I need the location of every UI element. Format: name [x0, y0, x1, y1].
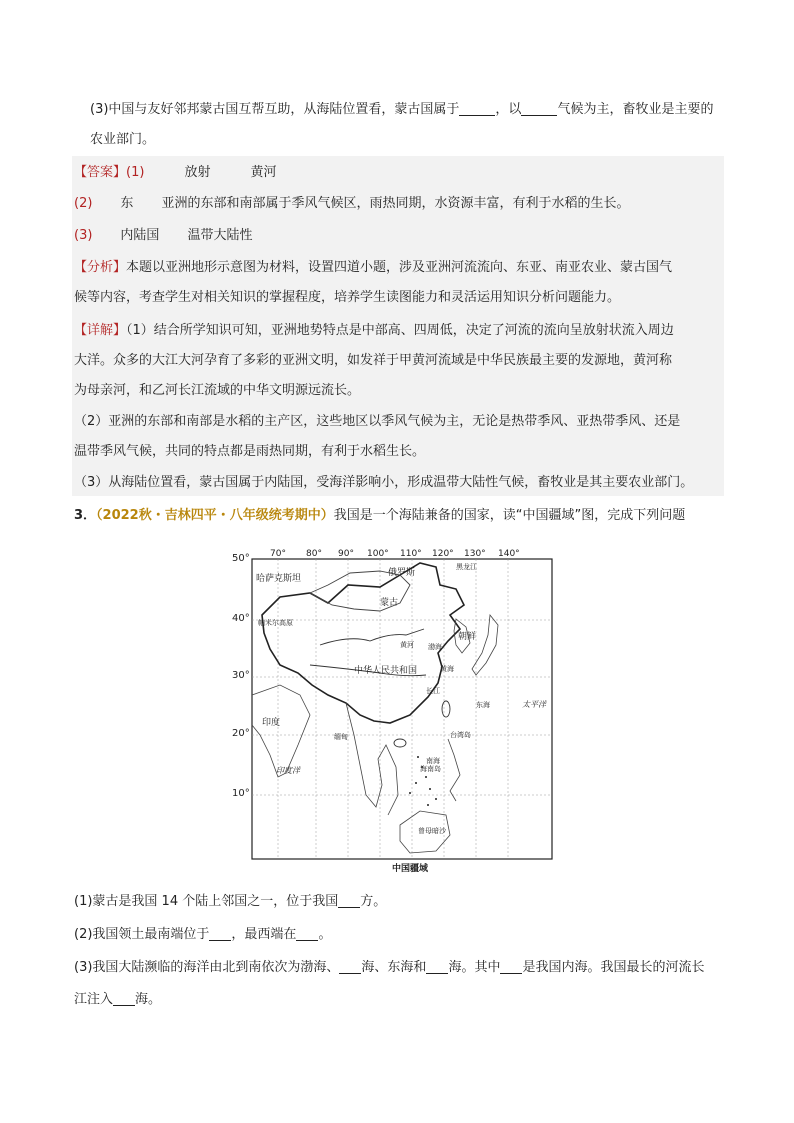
answer-value: 亚洲的东部和南部属于季风气候区，雨热同期，水资源丰富，有利于水稻的生长。	[161, 196, 630, 211]
map-label-yellow-sea: 黄海	[440, 665, 454, 673]
answer-blank	[209, 926, 231, 941]
map-label-zengmu: 曾母暗沙	[418, 827, 446, 835]
map-label-bohai: 渤海	[428, 643, 442, 651]
lon-tick: 110°	[400, 549, 422, 559]
answer-blank	[296, 926, 318, 941]
answer-blank	[338, 893, 360, 908]
answer-blank	[339, 959, 361, 974]
detail-line6: （3）从海陆位置看，蒙古国属于内陆国，受海洋影响小，形成温带大陆性气候，畜牧业是其主要农业部门。	[74, 475, 694, 490]
map-label-taiwan: 台湾岛	[450, 731, 471, 739]
map-label-heilongjiang: 黑龙江	[456, 563, 477, 571]
sub-question-text: (1)蒙古是我国 14 个陆上邻国之一，位于我国	[74, 894, 339, 909]
sub-question-text: 方。	[360, 894, 387, 909]
answer-blank	[113, 991, 135, 1006]
map-label-china: 中华人民共和国	[354, 666, 418, 676]
sub-question-text: 江注入	[74, 992, 114, 1007]
answer-num: (3)	[74, 228, 93, 243]
analysis-line1	[74, 258, 672, 278]
map-label-kazakhstan: 哈萨克斯坦	[256, 574, 302, 584]
answer-blank	[521, 101, 557, 116]
answer-blank	[459, 101, 495, 116]
detail-text: （1）结合所学知识可知，亚洲地势特点是中部高、四周低，决定了河流的流向呈放射状流入周边	[126, 323, 674, 338]
sub-question-text: ，最西端在	[231, 927, 297, 942]
sub-question-text: 海、东海和	[361, 960, 427, 975]
sub-question-text: 是我国内海。我国最长的河流长	[522, 960, 705, 975]
answer-value: 黄河	[250, 165, 277, 180]
lon-tick: 70°	[270, 549, 286, 559]
map-label-pacific: 太平洋	[522, 700, 546, 709]
answer-line1	[74, 163, 276, 183]
answer-blank	[500, 959, 522, 974]
map-label-east-sea: 东海	[476, 701, 490, 709]
map-label-russia: 俄罗斯	[388, 568, 416, 578]
lon-tick: 140°	[498, 549, 520, 559]
answer-value: 东	[120, 196, 134, 211]
map-label-changjiang: 长江	[426, 687, 440, 695]
map-caption: 中国疆域	[392, 864, 429, 874]
analysis-tag: 【分析】	[74, 260, 127, 275]
q-part3-line2: 农业部门。	[90, 132, 156, 147]
lat-tick-10: 10°	[232, 788, 250, 799]
map-label-india: 印度	[262, 718, 281, 728]
lat-tick-50: 50°	[232, 553, 250, 564]
answer-value: 温带大陆性	[187, 228, 253, 243]
question-source: （2022秋・吉林四平・八年级统考期中）	[96, 508, 334, 523]
answer-num: (2)	[74, 196, 93, 211]
lat-tick-30: 30°	[232, 670, 250, 681]
sub-question-3-line1	[74, 958, 704, 978]
answer-value: 内陆国	[120, 228, 160, 243]
question-number: 3．	[74, 508, 97, 523]
map-label-mongolia: 蒙古	[380, 598, 399, 608]
sub-question-text: 海。其中	[448, 960, 501, 975]
sub-question-3-line2	[74, 990, 161, 1010]
q-part3-line1	[90, 100, 713, 120]
lon-tick: 100°	[367, 549, 389, 559]
analysis-text: 本题以亚洲地形示意图为材料，设置四道小题，涉及亚洲河流流向、东亚、南亚农业、蒙古国气	[126, 260, 673, 275]
sub-question-text: (3)我国大陆濒临的海洋由北到南依次为渤海、	[74, 960, 340, 975]
map-label-pamir: 帕米尔高原	[258, 619, 293, 627]
lat-tick-40: 40°	[232, 613, 250, 624]
q-part3-text-a: (3)中国与友好邻邦蒙古国互帮互助，从海陆位置看，蒙古国属于	[90, 102, 460, 117]
sub-question-1	[74, 892, 386, 912]
answer-tag: 【答案】	[74, 165, 127, 180]
sub-question-text: 。	[318, 927, 332, 942]
question-text: 我国是一个海陆兼备的国家，读“中国疆域”图，完成下列问题	[333, 508, 686, 523]
map-label-hainan: 海南岛	[420, 765, 441, 773]
detail-line2: 大洋。众多的大江大河孕育了多彩的亚洲文明，如发祥于甲黄河流域是中华民族最主要的发源地，黄河称	[74, 353, 673, 368]
map-label-south-sea: 南海	[426, 757, 440, 765]
lat-tick-20: 20°	[232, 728, 250, 739]
answer-blank	[426, 959, 448, 974]
map-label-myanmar: 缅甸	[334, 733, 348, 741]
map-svg	[250, 545, 555, 875]
q-part3-text-c: 气候为主，畜牧业是主要的	[557, 102, 714, 117]
answer-line2	[74, 194, 629, 214]
sub-question-2	[74, 925, 331, 945]
answer-line3	[74, 226, 252, 246]
sub-question-text: 海。	[135, 992, 162, 1007]
detail-line4: （2）亚洲的东部和南部是水稻的主产区，这些地区以季风气候为主，无论是热带季风、亚热带季风、还是	[74, 414, 681, 429]
answer-value: 放射	[184, 165, 211, 180]
map-label-indian-ocean: 印度洋	[276, 766, 300, 775]
detail-line5: 温带季风气候，共同的特点都是雨热同期，有利于水稻生长。	[74, 444, 426, 459]
analysis-line2: 候等内容，考查学生对相关知识的掌握程度，培养学生读图能力和灵活运用知识分析问题能力。	[74, 290, 621, 305]
china-territory-map	[250, 545, 555, 875]
question3-stem	[74, 506, 685, 526]
lon-tick: 130°	[464, 549, 486, 559]
map-label-korea: 朝鲜	[458, 632, 477, 642]
sub-question-text: (2)我国领土最南端位于	[74, 927, 210, 942]
lon-tick: 120°	[432, 549, 454, 559]
detail-tag: 【详解】	[74, 323, 127, 338]
lon-tick: 90°	[338, 549, 354, 559]
detail-line3: 为母亲河，和乙河长江流域的中华文明源远流长。	[74, 383, 361, 398]
q-part3-text-b: ，以	[495, 102, 522, 117]
answer-num: (1)	[126, 165, 145, 180]
detail-line1	[74, 321, 674, 341]
map-label-huanghe: 黄河	[400, 641, 414, 649]
lon-tick: 80°	[306, 549, 322, 559]
